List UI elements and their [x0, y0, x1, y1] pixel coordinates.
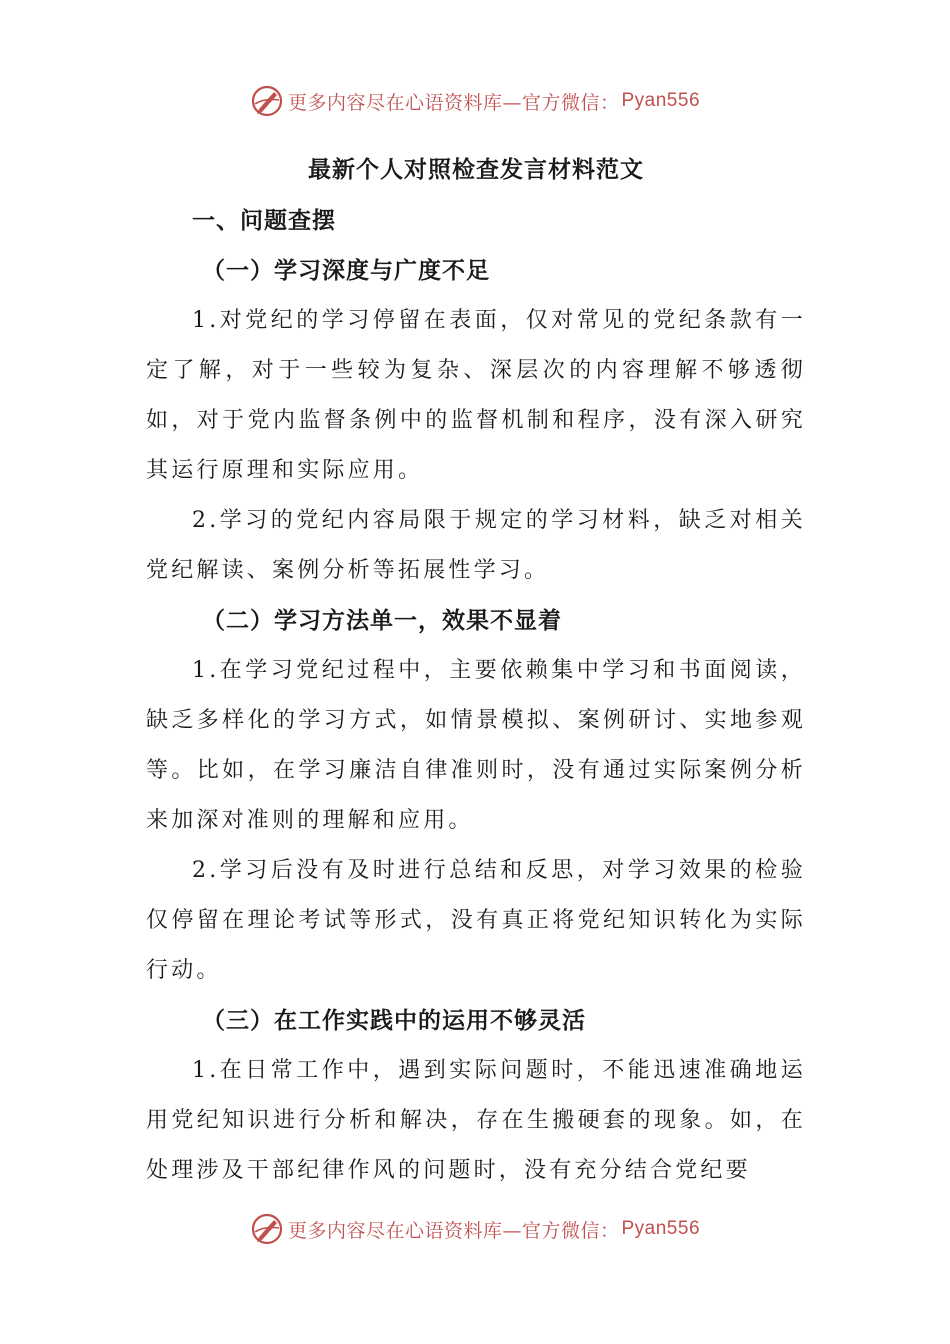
paragraph: 2.学习的党纪内容局限于规定的学习材料，缺乏对相关党纪解读、案例分析等拓展性学习。 [146, 508, 806, 583]
watermark-wechat-id: Pyan556 [621, 90, 701, 111]
pen-logo-icon [250, 84, 284, 118]
section-heading-1: 一、问题查摆 [192, 207, 336, 234]
watermark-text: 更多内容尽在心语资料库—官方微信： [287, 1219, 620, 1242]
document-title: 最新个人对照检查发言材料范文 [308, 156, 644, 183]
watermark-text: 更多内容尽在心语资料库—官方微信： [287, 91, 620, 114]
subsection-heading-1: （一）学习深度与广度不足 [202, 257, 490, 284]
paragraph: 1.在学习党纪过程中，主要依赖集中学习和书面阅读，缺乏多样化的学习方式，如情景模拟、案例研讨、实地参观等。比如，在学习廉洁自律准则时，没有通过实际案例分析来加深对准则的理解和应用。 [146, 658, 806, 833]
paragraph: 2.学习后没有及时进行总结和反思，对学习效果的检验仅停留在理论考试等形式，没有真正将党纪知识转化为实际行动。 [146, 858, 806, 983]
watermark-footer [0, 1212, 950, 1246]
subsection-heading-3: （三）在工作实践中的运用不够灵活 [202, 1007, 586, 1034]
pen-logo-icon [250, 1212, 284, 1246]
watermark-header [0, 84, 950, 118]
watermark-wechat-id: Pyan556 [621, 1218, 701, 1239]
subsection-heading-2: （二）学习方法单一，效果不显着 [202, 607, 562, 634]
document-body [146, 148, 806, 1196]
paragraph: 1.在日常工作中，遇到实际问题时，不能迅速准确地运用党纪知识进行分析和解决，存在生搬硬套的现象。如，在处理涉及干部纪律作风的问题时，没有充分结合党纪要 [146, 1058, 806, 1183]
paragraph: 1.对党纪的学习停留在表面，仅对常见的党纪条款有一定了解，对于一些较为复杂、深层次的内容理解不够透彻如，对于党内监督条例中的监督机制和程序，没有深入研究其运行原理和实际应用。 [146, 308, 806, 483]
